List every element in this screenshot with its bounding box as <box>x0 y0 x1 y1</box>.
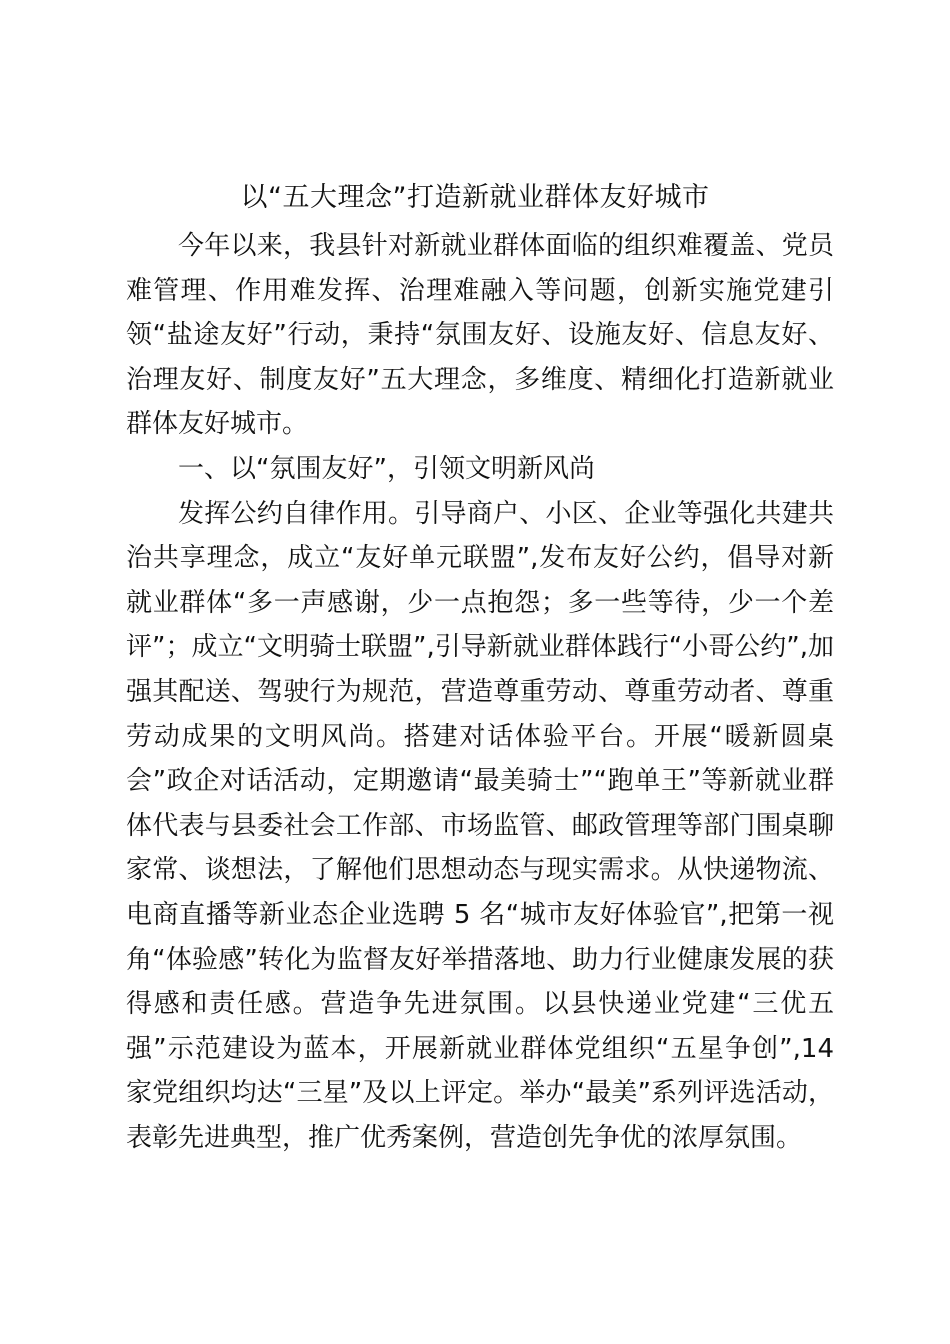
section-1-paragraph: 发挥公约自律作用。引导商户、小区、企业等强化共建共治共享理念，成立“友好单元联盟”,发布友好公约，倡导对新就业群体“多一声感谢，少一点抱怨；多一些等待，少一个差评”；成立“文明骑士联盟”,引导新就业群体践行“小哥公约”,加强其配送、驾驶行为规范，营造尊重劳动、尊重劳动者、尊重劳动成果的文明风尚。搭建对话体验平台。开展“暖新圆桌会”政企对话活动，定期邀请“最美骑士”“跑单王”等新就业群体代表与县委社会工作部、市场监管、邮政管理等部门围桌聊家常、谈想法，了解他们思想动态与现实需求。从快递物流、电商直播等新业态企业选聘 5 名“城市友好体验官”,把第一视角“体验感”转化为监督友好举措落地、助力行业健康发展的获得感和责任感。营造争先进氛围。以县快递业党建“三优五强”示范建设为蓝本，开展新就业群体党组织“五星争创”,14 家党组织均达“三星”及以上评定。举办“最美”系列评选活动，表彰先进典型，推广优秀案例，营造创先争优的浓厚氛围。 <box>126 498 834 1153</box>
document-title: 以“五大理念”打造新就业群体友好城市 <box>240 182 710 213</box>
section-heading-1: 一、以“氛围友好”，引领文明新风尚 <box>178 453 595 484</box>
intro-paragraph: 今年以来，我县针对新就业群体面临的组织难覆盖、党员难管理、作用难发挥、治理难融入等问题，创新实施党建引领“盐途友好”行动，秉持“氛围友好、设施友好、信息友好、治理友好、制度友好”五大理念，多维度、精细化打造新就业群体友好城市。 <box>126 231 834 440</box>
document-body <box>126 224 834 1160</box>
